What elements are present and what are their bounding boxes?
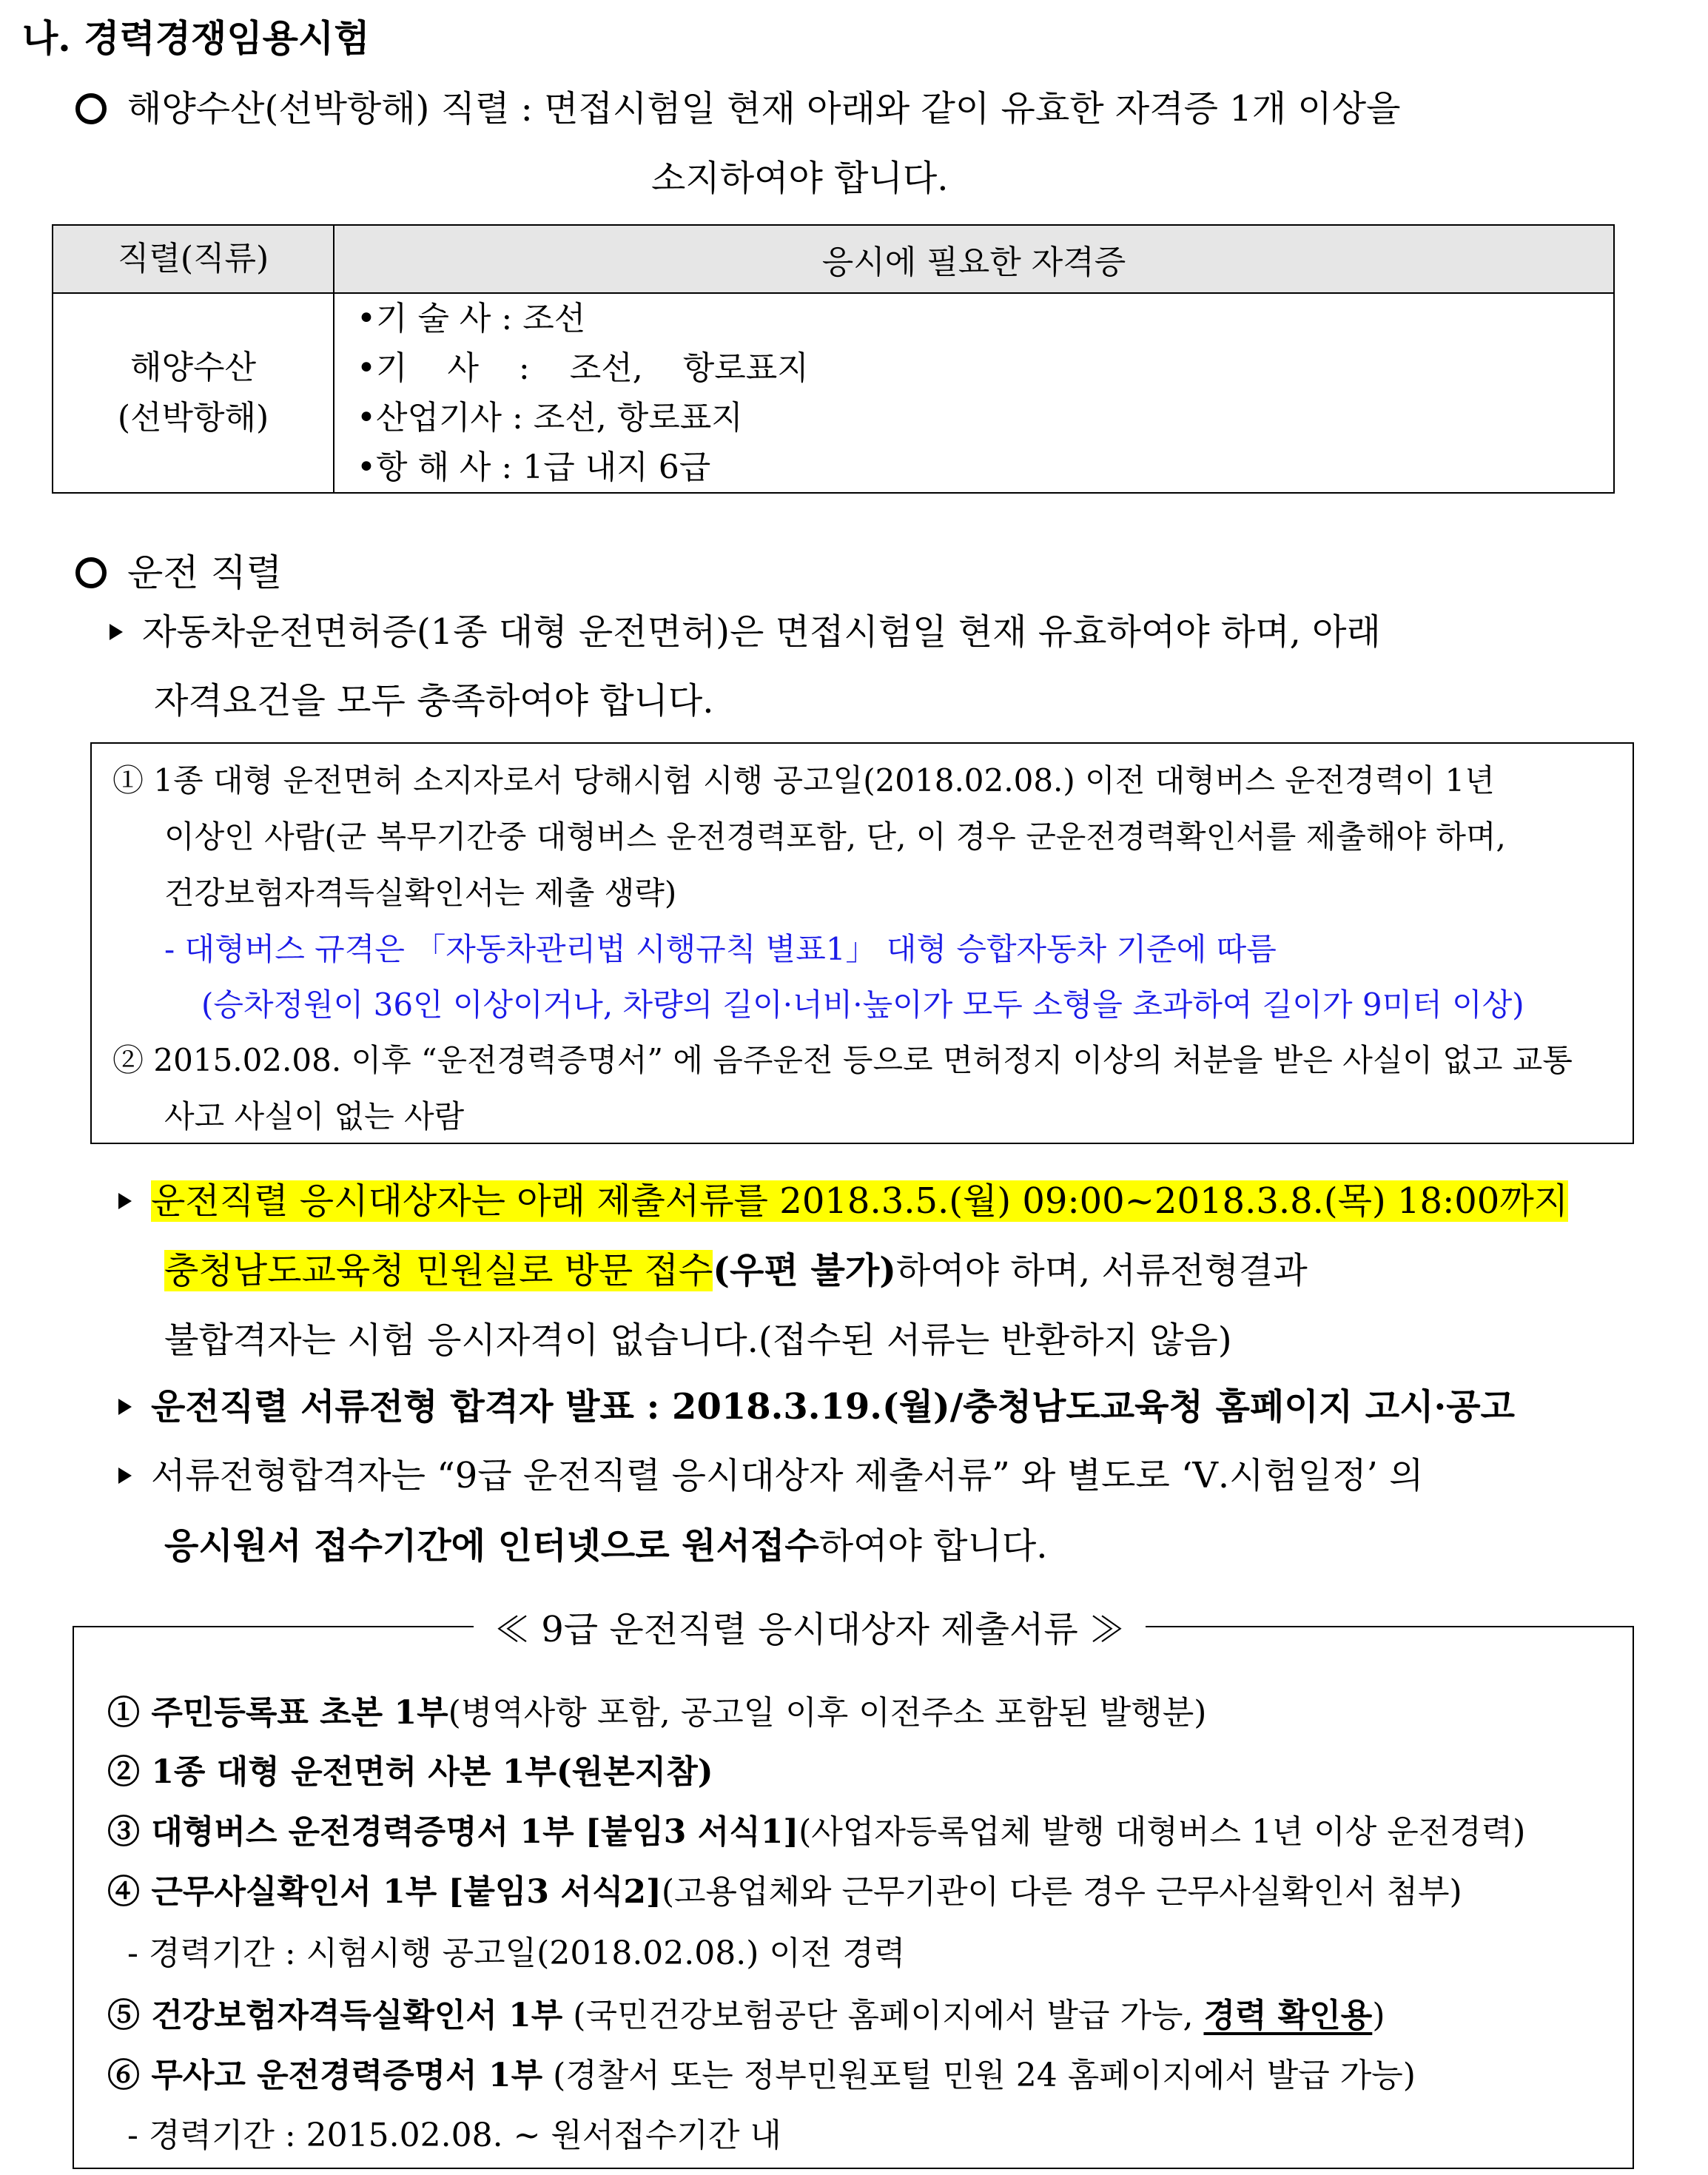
triangle-bullet-icon [118,1468,132,1484]
online-application-bold: 응시원서 접수기간에 인터넷으로 원서접수 [164,1525,819,1567]
job-cell [53,293,334,493]
document-item-6-name: ⑥ 무사고 운전경력증명서 1부 [107,2057,543,2094]
driving-requirement-text: 자동차운전면허증(1종 대형 운전면허)은 면접시험일 현재 유효하여야 하며, 아래 [142,611,1381,653]
table-header-row [53,225,1614,293]
cert-item: •항 해 사 : 1급 내지 6급 [357,448,711,486]
col-header-job: 직렬(직류) [53,225,334,293]
certificates-cell [334,293,1614,493]
document-item-1-name: ① 주민등록표 초본 1부 [107,1694,448,1732]
triangle-bullet-icon [110,624,123,640]
documents-title: ≪ 9급 운전직렬 응시대상자 제출서류 ≫ [474,1601,1146,1652]
document-item-3 [107,1805,1525,1852]
cert-item: •기 사 : 조선, 항로표지 [357,349,809,387]
submission-notice-line3: 불합격자는 시험 응시자격이 없습니다.(접수된 서류는 반환하지 않음) [164,1320,1232,1361]
document-item-5-end: ) [1372,1997,1385,2034]
career-check-underlined: 경력 확인용 [1203,1997,1373,2034]
table-row [53,293,1614,493]
document-item-1 [107,1686,1206,1733]
job-line2: (선박항해) [117,399,269,437]
bus-spec-note-line2: (승차정원이 36인 이상이거나, 차량의 길이·너비·높이가 모두 소형을 초과하여 길이가 9미터 이상) [201,986,1524,1023]
triangle-bullet-icon [118,1193,132,1209]
condition-2-line1: ② 2015.02.08. 이후 “운전경력증명서” 에 음주운전 등으로 면허정지 이상의 처분을 받은 사실이 없고 교통 [112,1042,1573,1078]
document-item-3-name: ③ 대형버스 운전경력증명서 1부 [붙임3 서식1] [107,1813,799,1851]
driving-heading-text: 운전 직렬 [127,551,283,594]
condition-1-line2: 이상인 사람(군 복무기간중 대형버스 운전경력포함, 단, 이 경우 군운전경력확인서를 제출해야 하며, [164,818,1506,855]
submission-notice-line1 [118,1172,1568,1223]
marine-intro-line1 [75,80,1401,131]
condition-1-line3: 건강보험자격득실확인서는 제출 생략) [164,875,677,911]
document-item-4-note: (고용업체와 근무기관이 다른 경우 근무사실확인서 첨부) [661,1873,1462,1911]
document-item-6-note: (경찰서 또는 정부민원포털 민원 24 홈페이지에서 발급 가능) [542,2057,1416,2094]
qualification-table [52,224,1615,494]
section-title: 나. 경력경쟁임용시험 [22,16,370,60]
triangle-bullet-icon [118,1399,132,1415]
online-application-line1 [118,1447,1424,1498]
marine-intro-text: 해양수산(선박항해) 직렬 : 면접시험일 현재 아래와 같이 유효한 자격증 1개 이상을 [127,88,1401,130]
cert-item: •기 술 사 : 조선 [357,300,586,337]
submission-period-highlight: 운전직렬 응시대상자는 아래 제출서류를 2018.3.5.(월) 09:00~2018.3.8.(목) 18:00까지 [151,1180,1569,1222]
online-application-line2 [164,1517,1048,1568]
online-application-rest: 하여야 합니다. [818,1525,1048,1567]
document-item-4-period: - 경력기간 : 시험시행 공고일(2018.02.08.) 이전 경력 [127,1934,906,1972]
job-line1: 해양수산 [130,349,256,386]
pass-announcement-text: 운전직렬 서류전형 합격자 발표 : 2018.3.19.(월)/충청남도교육청 홈페이지 고시·공고 [151,1386,1515,1428]
document-item-5-name: ⑤ 건강보험자격득실확인서 1부 [107,1997,563,2034]
document-item-2: ② 1종 대형 운전면허 사본 1부(원본지참) [107,1753,713,1791]
condition-2-line2: 사고 사실이 없는 사람 [164,1098,465,1134]
driving-requirement-line1 [110,603,1381,654]
driving-requirement-line2: 자격요건을 모두 충족하여야 합니다. [154,680,714,722]
document-item-1-note: (병역사항 포함, 공고일 이후 이전주소 포함된 발행분) [448,1694,1207,1732]
document-item-6-period: - 경력기간 : 2015.02.08. ~ 원서접수기간 내 [127,2117,781,2154]
document-item-5 [107,1989,1385,2036]
submission-notice-rest: 하여야 하며, 서류전형결과 [895,1250,1308,1291]
online-application-text: 서류전형합격자는 “9급 운전직렬 응시대상자 제출서류” 와 별도로 ‘Ⅴ.시험일정’ 의 [151,1455,1424,1496]
submission-notice-line2 [164,1242,1308,1293]
marine-intro-line2: 소지하여야 합니다. [651,158,949,199]
document-item-6 [107,2048,1416,2096]
document-item-4-name: ④ 근무사실확인서 1부 [붙임3 서식2] [107,1873,662,1911]
hollow-circle-bullet-icon [75,557,107,588]
submission-place-highlight: 충청남도교육청 민원실로 방문 접수 [164,1250,713,1291]
document-item-4 [107,1865,1462,1912]
pass-announcement [118,1378,1515,1429]
cert-item: •산업기사 : 조선, 항로표지 [357,399,743,437]
no-mail-note: (우편 불가) [713,1250,896,1291]
driving-heading [75,543,282,596]
document-item-3-note: (사업자등록업체 발행 대형버스 1년 이상 운전경력) [798,1813,1526,1851]
col-header-certificates: 응시에 필요한 자격증 [334,225,1614,293]
condition-1-line1: ① 1종 대형 운전면허 소지자로서 당해시험 시행 공고일(2018.02.08.) 이전 대형버스 운전경력이 1년 [112,762,1495,799]
document-item-5-note: (국민건강보험공단 홈페이지에서 발급 가능, [562,1997,1204,2034]
bus-spec-note-line1: - 대형버스 규격은 「자동차관리법 시행규칙 별표1」 대형 승합자동차 기준에 따름 [164,931,1277,967]
hollow-circle-bullet-icon [75,93,107,124]
